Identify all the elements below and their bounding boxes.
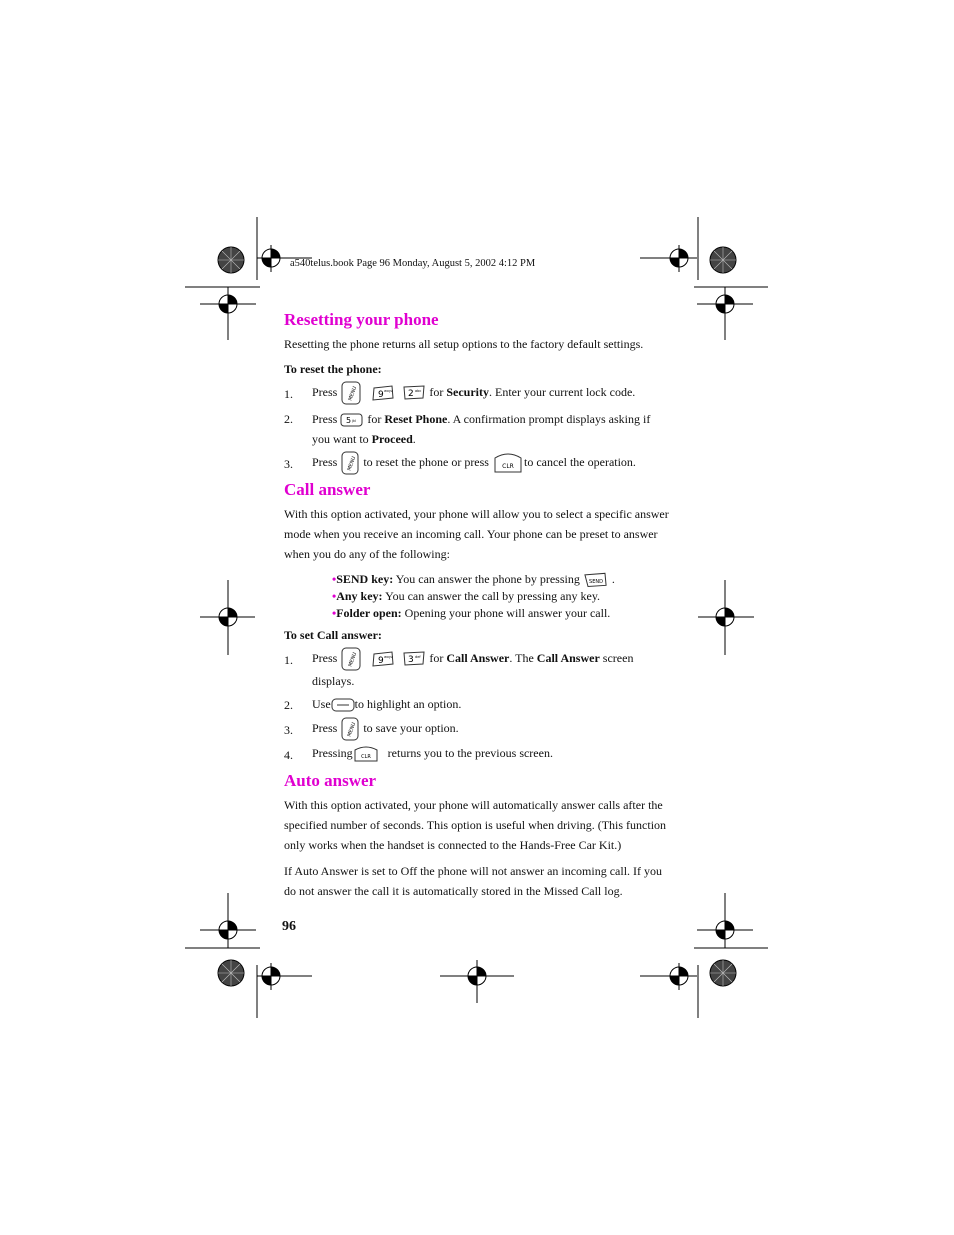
auto-para2-line-2: do not answer the call it is automatically stored in the Missed Call log. (284, 884, 623, 898)
bullet-label: Any key: (336, 589, 383, 603)
nine-key-sub: wxyz (384, 655, 394, 659)
nine-key-icon (371, 385, 395, 401)
clr-key-label: CLR (502, 463, 514, 470)
two-key-icon (402, 385, 426, 401)
reset-step-2-line2 (312, 429, 416, 449)
reset-step-2-period: . (412, 432, 416, 446)
reset-step-1 (312, 381, 635, 405)
call-step-3 (312, 717, 459, 741)
five-key-label: 5 (346, 416, 352, 426)
nine-key-icon (371, 651, 395, 667)
reset-step-2-proceed: Proceed (371, 432, 413, 446)
call-step-1-for: for (429, 650, 444, 665)
bullet-text: Opening your phone will answer your call. (401, 606, 611, 620)
reset-step-3-press: Press (312, 454, 338, 469)
three-key-icon (402, 651, 426, 667)
send-key-label: SEND (588, 579, 603, 586)
call-step-1-press: Press (312, 650, 338, 665)
call-intro-line-3: when you do any of the following: (284, 547, 450, 561)
call-step-4-text: returns you to the previous screen. (387, 746, 553, 760)
call-step-2-text: to highlight an option. (354, 697, 462, 711)
call-step-1-the: . The (509, 650, 534, 665)
nine-key-sub: wxyz (384, 389, 394, 393)
reset-step-1-rest: . Enter your current lock code. (489, 384, 636, 399)
reset-step-1-security: Security (446, 384, 489, 399)
call-intro-line-1: With this option activated, your phone will allow you to select a specific answer (284, 507, 669, 521)
call-step-2-use: Use (312, 697, 331, 711)
call-step-4 (312, 743, 553, 763)
bullet-folder-open (332, 603, 610, 623)
call-step-1-displays: displays. (312, 674, 355, 688)
reset-step-1-press: Press (312, 384, 338, 399)
menu-key-label: MENU (346, 455, 358, 472)
clr-key-label: CLR (360, 754, 371, 761)
bullet-mark: • (332, 572, 337, 586)
five-key-sub: jkl (352, 419, 357, 424)
call-step-3-text: to save your option. (363, 720, 459, 735)
auto-para1-line-2: specified number of seconds. This option is useful when driving. (This function (284, 818, 667, 832)
reset-step-2 (312, 409, 650, 429)
nav-key-icon (331, 697, 355, 713)
menu-key-icon (340, 717, 360, 741)
bullet-mark: • (332, 589, 337, 603)
call-step-2-num: 2. (284, 698, 293, 712)
bullet-mark: • (332, 606, 337, 620)
reset-step-1-num: 1. (284, 387, 293, 401)
page-number: 96 (282, 919, 296, 934)
menu-key-icon (340, 381, 362, 405)
bullet-label: SEND key: (336, 572, 394, 586)
call-step-1-call-answer-2: Call Answer (536, 650, 600, 665)
reset-step-2-num: 2. (284, 412, 293, 426)
five-key-icon (340, 412, 364, 428)
three-key-sub: def (415, 655, 421, 659)
reset-step-3-num: 3. (284, 457, 293, 471)
clr-key-icon (353, 745, 379, 763)
call-step-3-num: 3. (284, 723, 293, 737)
two-key-sub: abc (415, 389, 422, 393)
print-header: a540telus.book Page 96 Monday, August 5, 2002 4:12 PM (290, 258, 536, 269)
call-step-1 (312, 647, 633, 671)
call-step-1-num: 1. (284, 653, 293, 667)
reset-step-1-for: for (429, 384, 444, 399)
auto-para1-line-3: only works when the handset is connected to the Hands-Free Car Kit.) (284, 838, 622, 852)
section-title-call-answer: Call answer (284, 480, 371, 499)
reset-step-2-rest: . A confirmation prompt displays asking if (447, 412, 651, 426)
call-subhead: To set Call answer: (284, 628, 382, 642)
call-step-2 (312, 694, 461, 714)
auto-para1-line-1: With this option activated, your phone will automatically answer calls after the (284, 798, 663, 812)
reset-step-2-you-want: you want to (312, 432, 369, 446)
nine-key-label: 9 (378, 390, 385, 400)
menu-key-label: MENU (347, 385, 359, 402)
reset-step-3-text: to reset the phone or press (363, 454, 489, 469)
menu-key-icon (340, 647, 362, 671)
section-title-reset: Resetting your phone (284, 310, 439, 329)
bullet-label: Folder open: (336, 606, 402, 620)
bullet-text: You can answer the phone by pressing (393, 572, 580, 586)
menu-key-label: MENU (347, 651, 359, 668)
call-step-3-press: Press (312, 720, 338, 735)
call-step-4-num: 4. (284, 748, 293, 762)
call-step-1-call-answer: Call Answer (446, 650, 510, 665)
call-step-4-pressing: Pressing (312, 746, 353, 760)
call-step-1-screen: screen (602, 650, 634, 665)
reset-step-3 (312, 451, 636, 475)
reset-step-2-press: Press (312, 412, 338, 426)
reset-step-3-cancel: to cancel the operation. (523, 454, 636, 469)
bullet-tail: . (611, 572, 615, 586)
clr-key-icon (492, 452, 524, 474)
menu-key-label: MENU (346, 721, 358, 738)
reset-step-2-reset-phone: Reset Phone (384, 412, 448, 426)
section-title-auto-answer: Auto answer (284, 771, 377, 790)
reset-subhead: To reset the phone: (284, 362, 382, 376)
three-key-label: 3 (408, 655, 415, 665)
two-key-label: 2 (408, 389, 415, 399)
nine-key-label: 9 (378, 656, 385, 666)
auto-para2-line-1: If Auto Answer is set to Off the phone will not answer an incoming call. If you (284, 864, 663, 878)
reset-intro: Resetting the phone returns all setup options to the factory default settings. (284, 337, 644, 351)
bullet-text: You can answer the call by pressing any key. (382, 589, 601, 603)
call-intro-line-2: mode when you receive an incoming call. Your phone can be preset to answer (284, 527, 658, 541)
reset-step-2-for: for (367, 412, 382, 426)
menu-key-icon (340, 451, 360, 475)
